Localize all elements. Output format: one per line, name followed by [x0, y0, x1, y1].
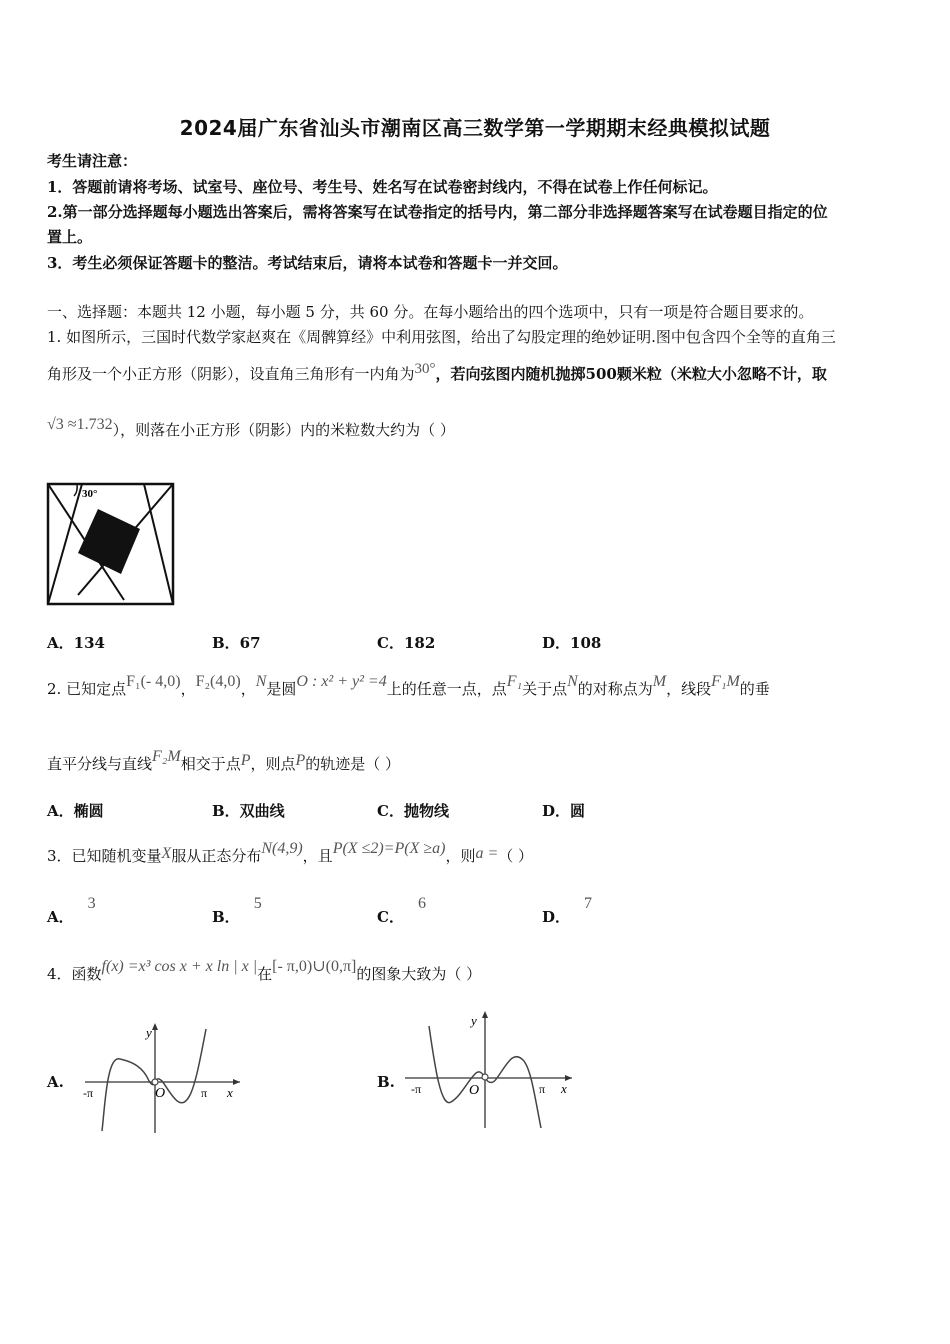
q4-text-3: 的图象大致为（ ） [356, 965, 482, 983]
q2-option-a[interactable]: A．椭圆 [47, 802, 104, 820]
q3-text-5: （ ） [498, 847, 534, 865]
notice-item-2: 2.第一部分选择题每小题选出答案后，需将答案写在试卷指定的括号内，第二部分非选择题答案写在试卷题目指定的位 [47, 203, 828, 221]
q2-p: P [240, 752, 251, 769]
q1-line-2 [47, 361, 827, 385]
q4-graph-a [75, 1015, 245, 1137]
q2-option-d[interactable]: D．圆 [542, 802, 586, 820]
x-label: x [227, 1085, 233, 1100]
q2-f1m: F₁M [711, 673, 740, 690]
y-label: y [471, 1013, 477, 1028]
section-heading: 一、选择题：本题共 12 小题，每小题 5 分，共 60 分。在每小题给出的四个选项中，只有一项是符合题目要求的。 [47, 303, 814, 321]
q2-text-10: ，则点 [250, 755, 296, 773]
q1-option-b[interactable]: B．67 [212, 634, 261, 652]
origin-label: O [155, 1086, 166, 1101]
shaded-square [78, 509, 140, 574]
q3-option-d-label: D． [542, 908, 571, 926]
q3-option-b-label: B． [212, 908, 240, 926]
q3-option-d[interactable] [542, 895, 593, 927]
x-axis-arrow [233, 1079, 240, 1085]
q2-text-9: 相交于点 [180, 755, 241, 773]
q3-option-a-value: 3 [87, 895, 96, 912]
origin-label: O [469, 1083, 480, 1098]
q2-n-2: N [567, 673, 578, 690]
q2-text-11: 的轨迹是（ ） [305, 755, 401, 773]
q2-n: N [255, 673, 267, 690]
q1-text-c: ），则落在小正方形（阴影）内的米粒数大约为（ ） [112, 421, 455, 439]
q1-figure [44, 480, 179, 610]
q2-p-2: P [295, 752, 306, 769]
q1-option-d[interactable]: D．108 [542, 634, 602, 652]
q2-circle-eq: O : x² + y² =4 [296, 673, 387, 690]
q1-text-a: 角形及一个小正方形（阴影），设直角三角形有一内角为 [47, 365, 415, 383]
q3-option-c-label: C． [377, 908, 404, 926]
q3-text-4: ，则 [445, 847, 476, 865]
page-title: 2024届广东省汕头市潮南区高三数学第一学期期末经典模拟试题 [179, 116, 771, 140]
q1-angle: 30° [414, 361, 436, 377]
q3-option-c[interactable] [377, 895, 426, 927]
q3-text-2: 服从正态分布 [171, 847, 262, 865]
q1-line-1: 1. 如图所示，三国时代数学家赵爽在《周髀算经》中利用弦图，给出了勾股定理的绝妙证明.图中包含四个全等的直角三 [47, 328, 836, 346]
x-label: x [561, 1081, 567, 1096]
y-axis-arrow [482, 1011, 488, 1018]
pi-label: π [201, 1086, 208, 1100]
q3-option-b-value: 5 [253, 895, 262, 912]
q3-option-b[interactable] [212, 895, 262, 927]
q3-option-a[interactable] [47, 895, 96, 927]
q2-f2m: F₂M [152, 748, 181, 765]
q1-option-c[interactable]: C．182 [377, 634, 436, 652]
q3-a: a = [475, 845, 499, 862]
notice-item-2-cont: 置上。 [47, 228, 93, 246]
q2-line-1 [47, 673, 770, 700]
hole-at-origin [152, 1079, 158, 1085]
q2-text-1: 2. 已知定点 [47, 680, 127, 698]
angle-arc [74, 484, 77, 496]
q4-text-2: 在 [257, 965, 273, 983]
q1-sqrt-expr: √3 ≈1.732 [47, 416, 113, 433]
q1-text-b: ，若向弦图内随机抛掷500颗米粒（米粒大小忽略不计，取 [435, 365, 827, 383]
angle-label: 30° [82, 488, 98, 500]
q2-line-2 [47, 748, 401, 775]
q2-comma-2: ， [240, 680, 256, 698]
q3-prob-eq: P(X ≤2)=P(X ≥a) [332, 840, 446, 857]
q4-option-b[interactable]: B. [377, 1073, 395, 1091]
q3-option-c-value: 6 [417, 895, 426, 912]
y-label: y [146, 1025, 152, 1040]
q4-text-1: 4．函数 [47, 965, 102, 983]
q2-text-8: 直平分线与直线 [47, 755, 153, 773]
q3-text-1: 3．已知随机变量 [47, 847, 162, 865]
q2-text-4: 关于点 [522, 680, 568, 698]
q2-option-b[interactable]: B．双曲线 [212, 802, 285, 820]
q2-text-2: 是圆 [266, 680, 297, 698]
line-left [48, 484, 82, 604]
q4-domain: [- π,0)∪(0,π] [272, 958, 357, 975]
notice-item-3: 3．考生必须保证答题卡的整洁。考试结束后，请将本试卷和答题卡一并交回。 [47, 254, 568, 272]
q2-text-7: 的垂 [739, 680, 770, 698]
y-axis-arrow [152, 1023, 158, 1030]
q4-line [47, 958, 482, 985]
q3-text-3: ，且 [302, 847, 333, 865]
q4-option-a[interactable]: A. [47, 1073, 64, 1091]
q2-m: M [652, 673, 667, 690]
q2-f1: F₁ [506, 673, 523, 690]
q2-text-3: 上的任意一点，点 [386, 680, 507, 698]
q1-option-a[interactable]: A．134 [47, 634, 105, 652]
q2-text-5: 的对称点为 [577, 680, 653, 698]
q2-comma: ， [180, 680, 196, 698]
q1-line-3 [47, 416, 455, 441]
q3-line [47, 840, 534, 867]
q2-f1-point: F₁(- 4,0) [126, 673, 181, 690]
notice-heading: 考生请注意： [47, 152, 138, 170]
q4-graph-b [405, 1008, 577, 1133]
q2-text-6: ，线段 [666, 680, 712, 698]
q2-f2-point: F₂(4,0) [195, 673, 241, 690]
q3-normal-dist: N(4,9) [261, 840, 303, 857]
notice-item-1: 1．答题前请将考场、试室号、座位号、考生号、姓名写在试卷密封线内，不得在试卷上作任何标记。 [47, 178, 718, 196]
neg-pi-label: -π [83, 1086, 94, 1100]
q2-option-c[interactable]: C．抛物线 [377, 802, 449, 820]
neg-pi-label: -π [411, 1082, 422, 1096]
pi-label: π [539, 1082, 546, 1096]
q3-option-d-value: 7 [584, 895, 593, 912]
q4-function: f(x) =x³ cos x + x ln | x | [101, 958, 258, 975]
hole-at-origin [482, 1074, 488, 1080]
q3-x: X [161, 845, 172, 862]
q3-option-a-label: A． [47, 908, 74, 926]
